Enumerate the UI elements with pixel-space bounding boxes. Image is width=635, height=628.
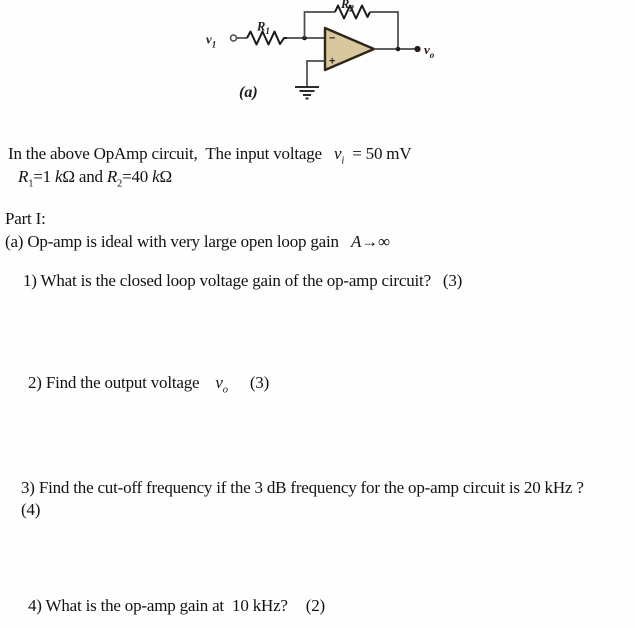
vo-symbol: v: [215, 373, 223, 392]
gain-symbol: A: [351, 232, 362, 251]
ohm-symbol: Ω: [62, 167, 75, 186]
question-3-line1: [21, 477, 584, 499]
figure-caption: (a): [239, 84, 258, 101]
given-values: [18, 166, 172, 188]
r1-label: $R_1$: [257, 19, 270, 36]
r1-value: =1: [33, 167, 56, 186]
vi-subscript: i: [341, 155, 345, 167]
question-2-marks: (3): [249, 373, 270, 392]
question-4-marks: (2): [305, 596, 326, 615]
inverting-sign: −: [329, 32, 336, 45]
r2-label: $R_2$: [341, 0, 354, 14]
assumption-text: (a) Op-amp is ideal with very large open loop gain: [5, 232, 351, 251]
question-3-marks: (4): [21, 500, 41, 519]
vi-symbol: v: [334, 144, 342, 163]
noninverting-sign: +: [329, 55, 336, 68]
question-2-number: 2): [28, 373, 46, 392]
question-1-number: 1): [23, 271, 41, 290]
question-3-number: 3): [21, 478, 39, 497]
and-text: and: [74, 167, 107, 186]
opamp-circuit-figure: [0, 0, 635, 120]
question-2-text: Find the output voltage: [45, 373, 200, 392]
assumption-line: [5, 231, 390, 253]
vin-label: $v_1$: [206, 31, 217, 50]
vout-label: $v_o$: [424, 42, 435, 60]
question-1-marks: (3): [442, 271, 463, 290]
output-terminal-icon: [414, 46, 420, 52]
kilo-symbol-2: k: [152, 167, 160, 186]
arrow-symbol: →: [361, 232, 378, 251]
vi-value: = 50 mV: [344, 144, 412, 163]
intro-line-1: [8, 143, 411, 165]
r2-value: =40: [122, 167, 153, 186]
r2-symbol: R: [106, 167, 118, 186]
output-node-dot: [396, 47, 401, 52]
input-terminal-icon: [231, 35, 237, 41]
question-4-number: 4): [28, 596, 46, 615]
ohm-symbol-2: Ω: [159, 167, 172, 186]
infinity-symbol: ∞: [378, 232, 390, 251]
question-3: [21, 477, 584, 521]
part-heading: Part I:: [5, 209, 46, 228]
question-4-text: What is the op-amp gain at 10 kHz?: [45, 596, 288, 615]
intro-text: In the above OpAmp circuit, The input voltage: [8, 144, 335, 163]
r2-subscript: 2: [117, 178, 123, 190]
question-2: [28, 372, 269, 394]
question-1: [23, 270, 462, 292]
question-3-text: Find the cut-off frequency if the 3 dB frequency for the op-amp circuit is 20 kHz ?: [38, 478, 584, 497]
ground-icon: [295, 87, 319, 99]
noninverting-wire: [307, 61, 325, 87]
question-4: [28, 595, 325, 617]
question-1-text: What is the closed loop voltage gain of the op-amp circuit?: [40, 271, 431, 290]
feedback-wire-right: [370, 12, 398, 49]
kilo-symbol: k: [55, 167, 63, 186]
r1-subscript: 1: [28, 178, 34, 190]
vo-subscript: o: [222, 384, 228, 396]
r1-symbol: R: [18, 167, 29, 186]
